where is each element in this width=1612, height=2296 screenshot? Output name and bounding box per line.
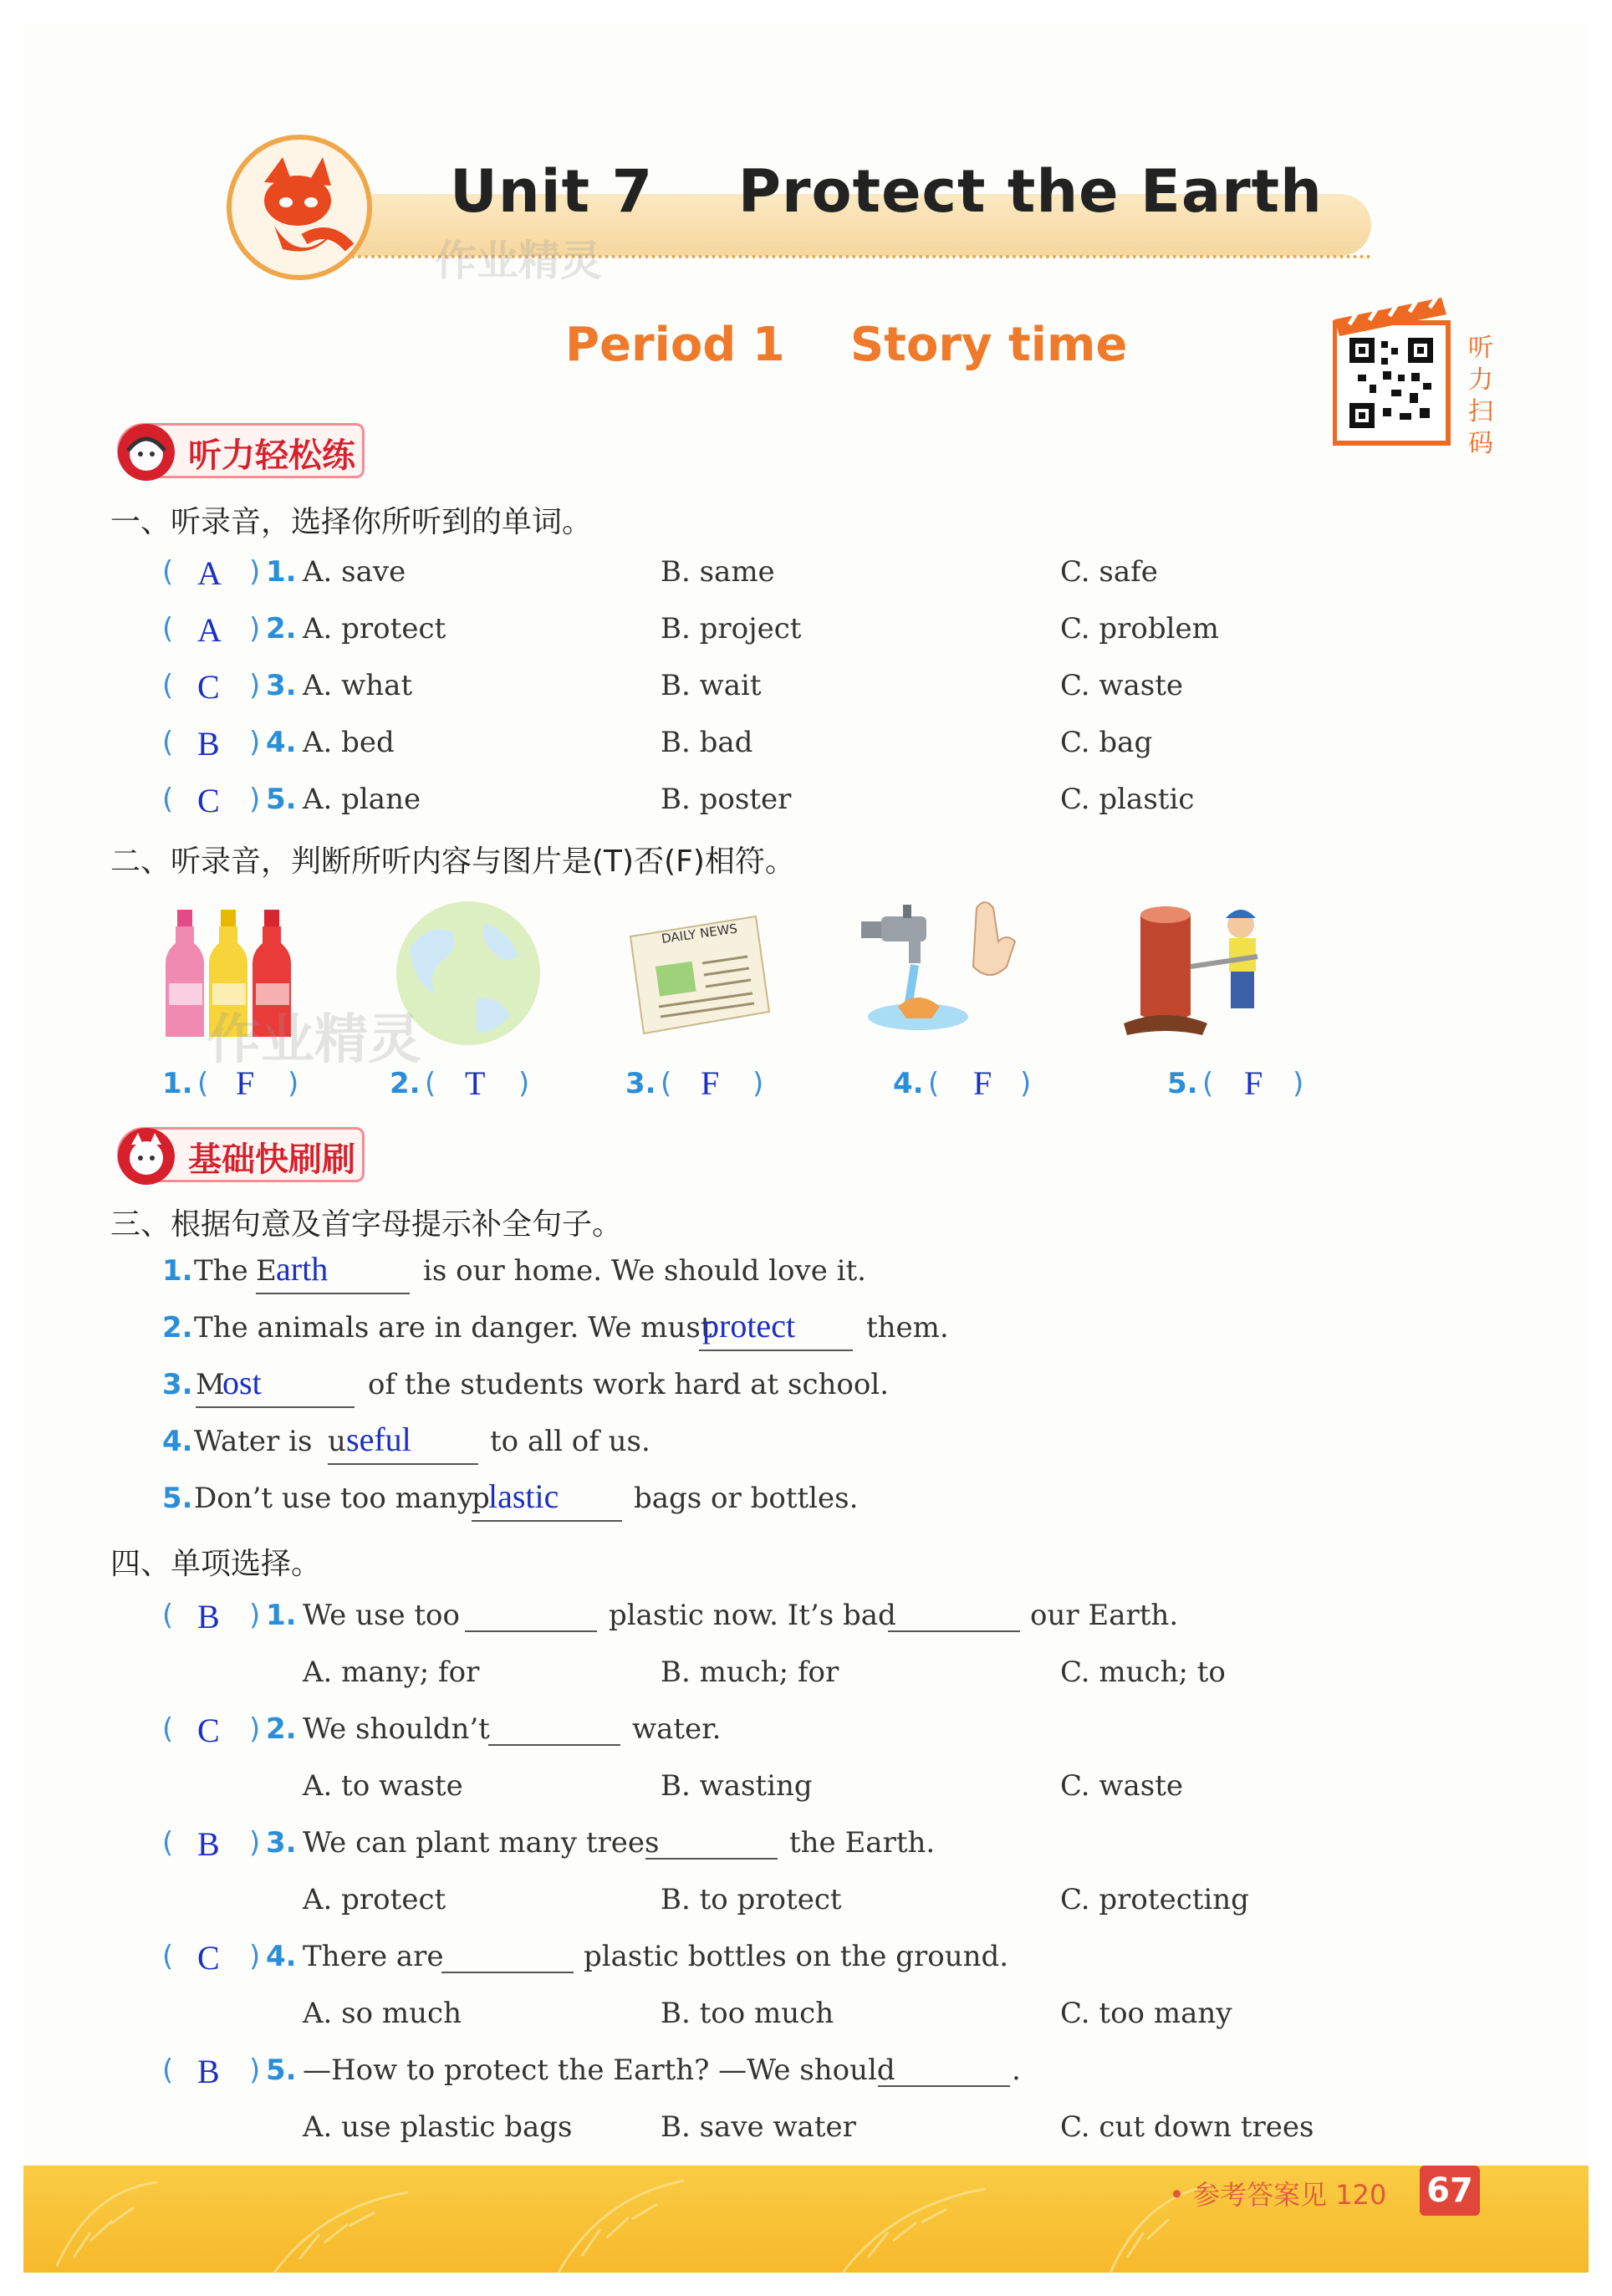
answer-bracket: (	[162, 669, 174, 702]
section-title-listening: 听力轻松练	[188, 436, 355, 475]
answer-bracket: (	[162, 1940, 174, 1973]
option-a: A. protect	[303, 1883, 446, 1916]
answer-bracket: (	[162, 555, 174, 589]
option-c: C. safe	[1060, 555, 1158, 589]
question-text: our Earth.	[1030, 1599, 1179, 1632]
sentence-before: Water is	[194, 1425, 313, 1458]
answer-bracket: (	[162, 612, 174, 645]
hint-letter: u	[328, 1425, 346, 1458]
answer-bracket: )	[249, 1712, 261, 1746]
option-a: A. what	[303, 669, 413, 702]
period-title: Period 1 Story time	[565, 318, 1128, 372]
question-number: 4.	[266, 726, 297, 759]
option-a: A. so much	[303, 1997, 462, 2030]
answer-mark: F	[701, 1064, 720, 1102]
answer-mark: C	[197, 782, 220, 819]
option-c: C. plastic	[1060, 783, 1195, 816]
answer-bracket: )	[249, 612, 261, 645]
fox-badge-icon	[116, 1126, 176, 1186]
question-number: 2.	[266, 612, 297, 645]
answer-bracket: )	[288, 1067, 299, 1100]
answer-bracket: (	[162, 1599, 174, 1632]
question-number: 3.	[266, 1826, 297, 1860]
option-b: B. too much	[661, 1997, 834, 2030]
option-c: C. waste	[1060, 669, 1184, 702]
sentence-before: Don’t use too many	[194, 1482, 474, 1515]
option-b: B. much; for	[661, 1656, 839, 1689]
filled-answer: arth	[276, 1250, 329, 1288]
tap-water-picture	[851, 891, 1035, 1050]
answer-bracket: )	[249, 1826, 261, 1860]
hint-letter: p	[472, 1482, 490, 1515]
answer-mark: B	[197, 725, 220, 763]
answer-mark: A	[197, 554, 222, 592]
part4-heading: 四、单项选择。	[110, 1547, 322, 1581]
sentence-before: The	[194, 1254, 248, 1288]
answer-bracket: (	[162, 1826, 174, 1860]
answer-reference-link[interactable]	[1169, 2174, 1386, 2212]
answer-bracket: )	[249, 783, 261, 816]
answer-mark: F	[1244, 1064, 1263, 1102]
filled-answer: lastic	[488, 1477, 559, 1515]
answer-bracket: (	[425, 1067, 436, 1100]
question-number: 1.	[162, 1067, 193, 1100]
hint-letter: E	[256, 1254, 277, 1288]
answer-bracket: (	[162, 2054, 174, 2087]
option-a: A. plane	[303, 783, 421, 816]
question-number: 1.	[266, 555, 297, 589]
answer-blank[interactable]	[699, 1350, 853, 1351]
answer-bracket: (	[162, 726, 174, 759]
question-text: —How to protect the Earth? —We should	[303, 2054, 895, 2087]
question-number: 5.	[1167, 1067, 1198, 1100]
option-b: B. same	[661, 555, 775, 589]
answer-mark: F	[973, 1064, 992, 1102]
answer-bracket: (	[928, 1067, 940, 1100]
question-text: We shouldn’t	[303, 1712, 490, 1746]
sentence-after: is our home. We should love it.	[423, 1254, 866, 1288]
fox-mascot-icon	[224, 132, 375, 283]
answer-blank[interactable]	[645, 1858, 778, 1860]
answer-bracket: )	[249, 726, 261, 759]
question-text: We can plant many trees	[303, 1826, 660, 1860]
part1-heading: 一、听录音，选择你所听到的单词。	[110, 505, 593, 539]
part2-heading: 二、听录音，判断所听内容与图片是(T)否(F)相符。	[110, 844, 795, 879]
filled-answer: ost	[222, 1364, 262, 1401]
question-number: 5.	[266, 2054, 297, 2087]
tree-cutting-picture	[1115, 890, 1316, 1049]
option-c: C. much; to	[1060, 1656, 1226, 1689]
option-b: B. project	[661, 612, 802, 645]
answer-bracket: )	[249, 2054, 261, 2087]
answer-blank[interactable]	[888, 1630, 1020, 1632]
sentence-after: to all of us.	[490, 1425, 650, 1458]
question-text: There are	[303, 1940, 444, 1973]
unit-title: Unit 7 Protect the Earth	[450, 157, 1323, 226]
sentence-before: The animals are in danger. We must	[194, 1311, 712, 1344]
question-number: 2.	[266, 1712, 297, 1746]
answer-bracket: (	[162, 783, 174, 816]
option-a: A. to waste	[303, 1769, 463, 1803]
answer-mark: C	[197, 1712, 220, 1749]
answer-bracket: (	[661, 1067, 672, 1100]
answer-reference-text: 参考答案见 120	[1193, 2179, 1387, 2211]
question-number: 4.	[162, 1425, 193, 1458]
option-c: C. problem	[1060, 612, 1219, 645]
option-c: C. waste	[1060, 1769, 1184, 1803]
option-a: A. many; for	[303, 1656, 480, 1689]
option-b: B. save water	[661, 2110, 856, 2144]
answer-blank[interactable]	[878, 2085, 1010, 2087]
answer-bracket: )	[518, 1067, 530, 1100]
option-a: A. use plastic bags	[303, 2110, 573, 2144]
question-text: .	[1012, 2054, 1021, 2087]
question-number: 5.	[266, 783, 297, 816]
question-number: 4.	[893, 1067, 924, 1100]
answer-mark: B	[197, 1598, 220, 1635]
question-text: the Earth.	[789, 1826, 936, 1860]
answer-mark: A	[197, 611, 222, 649]
option-c: C. bag	[1060, 726, 1153, 759]
newspaper-label: DAILY NEWS	[661, 921, 738, 946]
question-number: 2.	[162, 1311, 193, 1344]
bullet-dot-icon: •	[1169, 2179, 1194, 2211]
answer-bracket: )	[249, 669, 261, 702]
question-number: 3.	[625, 1067, 656, 1100]
sentence-after: of the students work hard at school.	[368, 1368, 890, 1401]
option-b: B. wasting	[661, 1769, 813, 1803]
question-text: water.	[632, 1712, 722, 1746]
answer-mark: C	[197, 668, 220, 706]
watermark-text: 作业精灵	[207, 1009, 421, 1071]
answer-bracket: )	[249, 555, 261, 589]
option-a: A. protect	[303, 612, 446, 645]
page-number: 67	[1420, 2166, 1480, 2216]
question-text: plastic now. It’s bad	[609, 1599, 896, 1632]
option-a: A. bed	[303, 726, 395, 759]
answer-bracket: (	[197, 1067, 209, 1100]
section-badge-basics	[117, 1127, 365, 1182]
question-text: We use too	[303, 1599, 460, 1632]
option-c: C. too many	[1060, 1997, 1232, 2030]
option-c: C. protecting	[1060, 1883, 1249, 1916]
answer-mark: C	[197, 1939, 220, 1977]
question-number: 1.	[162, 1254, 193, 1288]
question-number: 3.	[266, 669, 297, 702]
sentence-after: bags or bottles.	[634, 1482, 859, 1515]
answer-blank[interactable]	[472, 1520, 622, 1522]
qr-label: 听力扫码	[1468, 334, 1493, 458]
hint-letter: M	[196, 1368, 225, 1401]
question-number: 1.	[266, 1599, 297, 1632]
answer-bracket: (	[1202, 1067, 1214, 1100]
question-text: plastic bottles on the ground.	[584, 1940, 1009, 1973]
answer-bracket: )	[1020, 1067, 1032, 1100]
newspaper-picture	[622, 911, 773, 1045]
question-number: 4.	[266, 1940, 297, 1973]
answer-bracket: )	[249, 1599, 261, 1632]
section-badge-listening	[117, 423, 365, 478]
answer-blank[interactable]	[328, 1463, 478, 1465]
answer-mark: T	[465, 1064, 486, 1102]
sentence-after: them.	[866, 1311, 949, 1344]
question-number: 5.	[162, 1482, 193, 1515]
answer-blank[interactable]	[196, 1406, 355, 1408]
answer-blank[interactable]	[256, 1293, 410, 1294]
watermark-text: 作业精灵	[435, 237, 602, 285]
option-c: C. cut down trees	[1060, 2110, 1314, 2144]
answer-blank[interactable]	[441, 1972, 574, 1973]
question-number: 2.	[390, 1067, 421, 1100]
answer-mark: B	[197, 1825, 220, 1863]
question-number: 3.	[162, 1368, 193, 1401]
answer-bracket: (	[162, 1712, 174, 1746]
answer-blank[interactable]	[465, 1630, 597, 1632]
option-b: B. poster	[661, 783, 792, 816]
filled-answer: protect	[702, 1307, 796, 1344]
option-b: B. to protect	[661, 1883, 842, 1916]
filled-answer: seful	[346, 1421, 411, 1458]
answer-bracket: )	[249, 1940, 261, 1973]
option-b: B. wait	[661, 669, 762, 702]
section-title-basics: 基础快刷刷	[188, 1140, 355, 1179]
answer-bracket: )	[1293, 1067, 1304, 1100]
option-a: A. save	[303, 555, 406, 589]
qr-code-icon[interactable]	[1333, 291, 1467, 446]
option-b: B. bad	[661, 726, 753, 759]
answer-bracket: )	[752, 1067, 764, 1100]
part3-heading: 三、根据句意及首字母提示补全句子。	[110, 1207, 623, 1242]
answer-blank[interactable]	[488, 1744, 620, 1746]
answer-mark: F	[236, 1064, 255, 1102]
answer-mark: B	[197, 2053, 220, 2090]
fox-headphones-icon	[116, 422, 176, 482]
